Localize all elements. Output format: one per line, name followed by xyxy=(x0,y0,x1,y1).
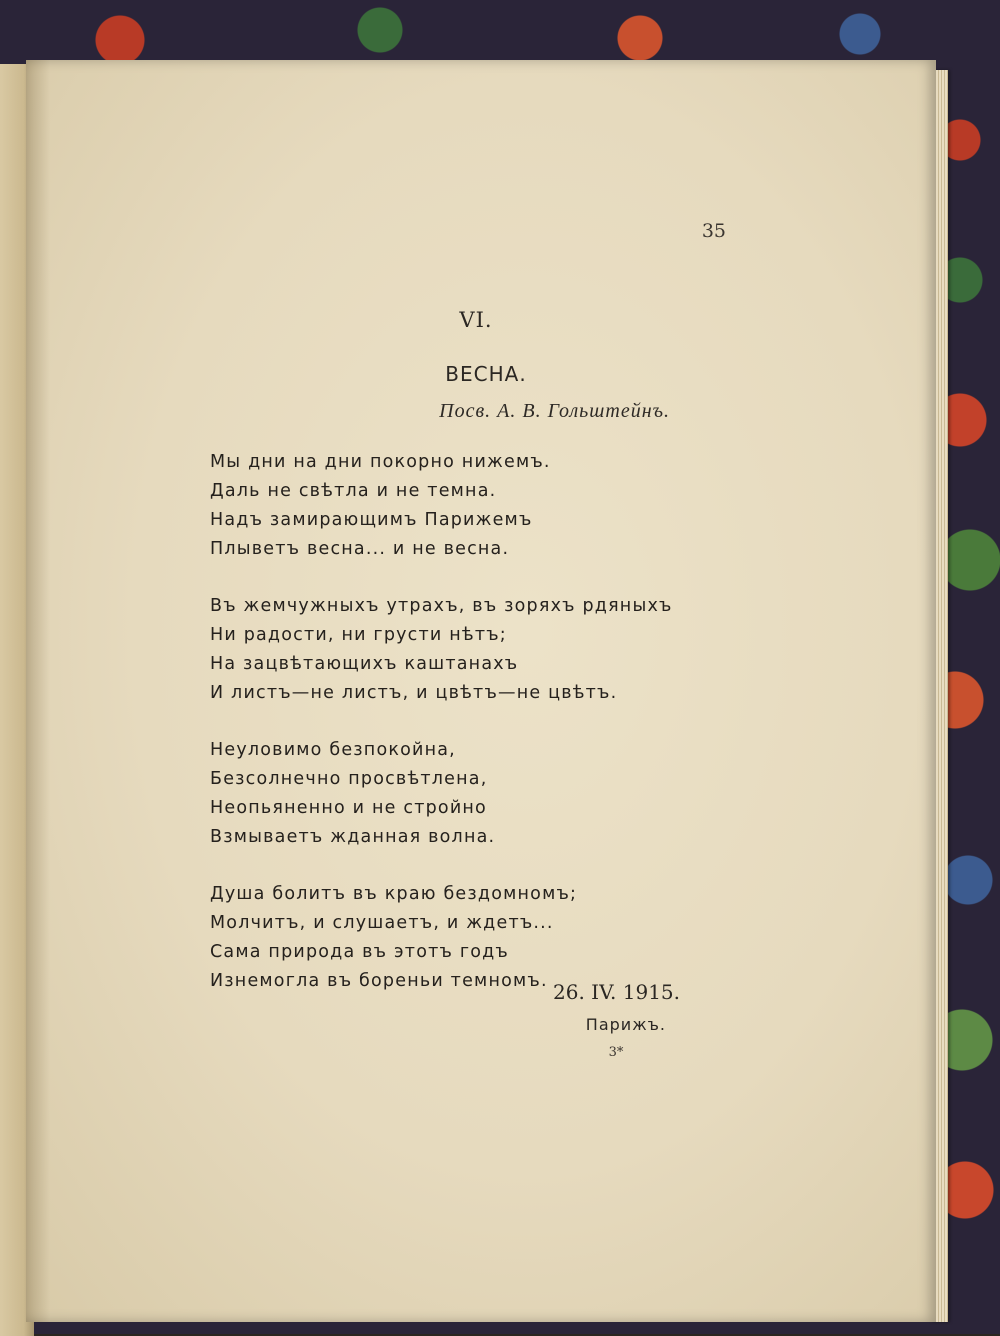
poem-line: Неопьяненно и не стройно xyxy=(210,798,487,818)
poem-place: Парижъ. xyxy=(585,1015,666,1034)
poem-line: Въ жемчужныхъ утрахъ, въ зоряхъ рдяныхъ xyxy=(210,596,673,616)
poem-line: Безсолнечно просвѣтлена, xyxy=(210,769,488,789)
poem-line: Неуловимо безпокойна, xyxy=(210,740,456,760)
poem-line: Мы дни на дни покорно нижемъ. xyxy=(210,452,551,472)
stanza-1 xyxy=(210,448,730,564)
poem-line: Изнемогла въ бореньи темномъ. xyxy=(210,971,548,991)
poem-line: И листъ—не листъ, и цвѣтъ—не цвѣтъ. xyxy=(210,683,618,703)
poem-line: Даль не свѣтла и не темна. xyxy=(210,481,497,501)
poem-line: Молчитъ, и слушаетъ, и ждетъ... xyxy=(210,913,554,933)
poem-title: ВЕСНА. xyxy=(445,362,527,386)
stanza-4 xyxy=(210,880,730,996)
poem-line: На зацвѣтающихъ каштанахъ xyxy=(210,654,519,674)
poem-line: Душа болитъ въ краю бездомномъ; xyxy=(210,884,578,904)
poem-body xyxy=(210,448,730,1024)
stanza-2 xyxy=(210,592,730,708)
page-number: 35 xyxy=(701,220,726,242)
poem-line: Взмываетъ жданная волна. xyxy=(210,827,496,847)
signature-mark: 3* xyxy=(608,1045,624,1060)
poem-date: 26. IV. 1915. xyxy=(553,980,680,1004)
poem-line: Надъ замирающимъ Парижемъ xyxy=(210,510,533,530)
book-page xyxy=(26,60,936,1322)
poem-line: Ни радости, ни грусти нѣтъ; xyxy=(210,625,507,645)
section-number: VI. xyxy=(459,308,493,332)
stanza-3 xyxy=(210,736,730,852)
poem-dedication: Посв. А. В. Гольштейнъ. xyxy=(439,400,670,422)
poem-line: Сама природа въ этотъ годъ xyxy=(210,942,509,962)
page-gutter-shadow xyxy=(26,60,50,1322)
poem-line: Плыветъ весна... и не весна. xyxy=(210,539,510,559)
